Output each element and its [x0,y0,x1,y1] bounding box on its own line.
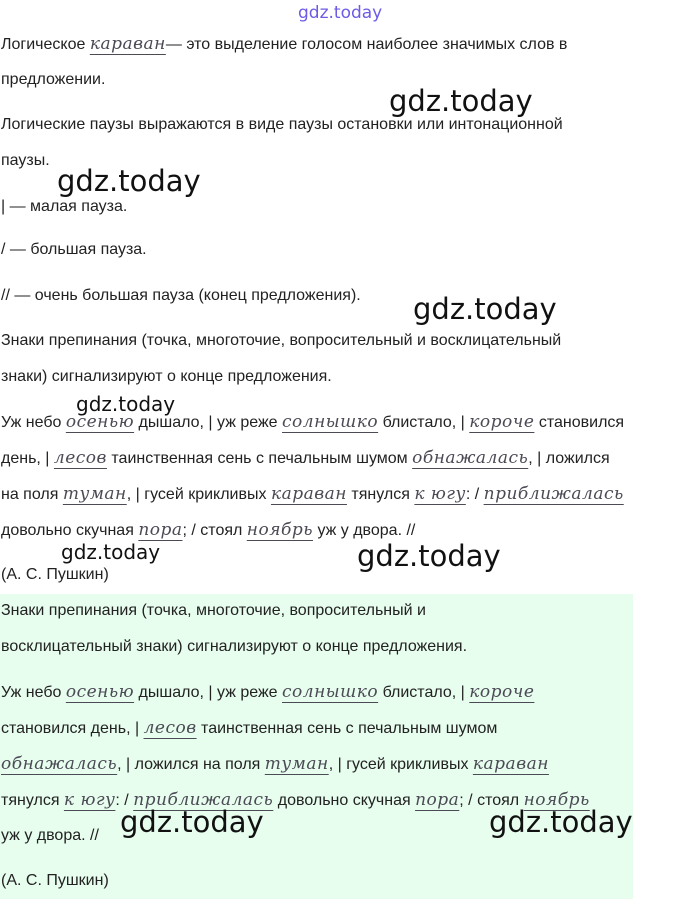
punctuation-line: Знаки препинания (точка, многоточие, вопросительный и восклицательный [1,332,562,349]
handwritten-word: туман [264,754,329,774]
very-big-pause-legend: // — очень большая пауза (конец предложения). [1,287,361,304]
small-pause-legend: | — малая пауза. [1,198,128,215]
watermark: gdz.today [389,84,533,118]
watermark: gdz.today [357,539,501,573]
watermark: gdz.today [57,164,201,198]
handwritten-word: солнышко [282,682,379,702]
text: , | ложился [528,450,610,467]
handwritten-word: караван [270,484,347,504]
text: Логическое [1,36,90,53]
poem-line [1,476,669,513]
pauses-line: Логические паузы выражаются в виде паузы остановки или интонационной [1,116,563,133]
watermark: gdz.today [413,292,557,326]
handwritten-word: пора [138,520,183,540]
handwritten-word: ноябрь [246,520,313,540]
handwritten-word: обнажалась [1,754,118,774]
handwritten-word: солнышко [282,412,379,432]
big-pause-legend: / — большая пауза. [1,241,147,258]
text: ; / стоял [182,522,247,539]
site-logo[interactable]: gdz.today [298,3,383,23]
text: на поля [1,486,63,503]
text: дышало, | уж реже [134,684,283,701]
watermark: gdz.today [76,392,176,416]
text: довольно скучная [273,792,416,809]
answer-poem-line-end: уж у двора. // [1,827,99,844]
watermark: gdz.today [120,805,264,839]
text: , | гусей крикливых [328,756,473,773]
pauses-line-2: паузы. [1,152,50,169]
handwritten-word: караван [472,754,549,774]
answer-poem-line [1,746,669,783]
text: Уж небо [1,414,66,431]
punctuation-line-2: знаки) сигнализируют о конце предложения. [1,368,332,385]
text: блистало, | [378,684,470,701]
handwritten-word: обнажалась [412,448,529,468]
watermark: gdz.today [61,540,161,564]
text: , | гусей крикливых [126,486,271,503]
handwritten-word: караван [89,34,166,54]
handwritten-word: пора [415,790,460,810]
answer-poem-line [1,674,669,711]
answer-poem-line [1,710,669,747]
text: таинственная сень с печальным шумом [196,720,498,737]
text: — это выделение голосом наиболее значимых слов в [165,36,568,53]
handwritten-word: короче [469,412,535,432]
poem-line [1,440,669,477]
text: : / [465,486,484,503]
handwritten-word: лесов [143,718,197,738]
poem-author: (А. С. Пушкин) [1,566,109,583]
text: тянулся [346,486,415,503]
logical-stress-line-2: предложении. [1,71,106,88]
handwritten-word: осенью [65,412,135,432]
poem-line [1,512,669,549]
text: таинственная сень с печальным шумом [106,450,413,467]
answer-poem-author: (А. С. Пушкин) [1,872,109,889]
text: становился день, | [1,720,144,737]
handwritten-word: приближалась [133,790,274,810]
handwritten-word: к югу [414,484,466,504]
text: блистало, | [378,414,470,431]
text: день, | [1,450,54,467]
text: ; / стоял [459,792,524,809]
handwritten-word: осенью [65,682,135,702]
answer-punctuation-line-2: восклицательный знаки) сигнализируют о конце предложения. [1,638,468,655]
text: становился [534,414,625,431]
watermark: gdz.today [489,805,633,839]
answer-poem-line [1,782,669,819]
logical-stress-line [1,26,669,63]
text: уж у двора. // [313,522,416,539]
handwritten-word: приближалась [483,484,624,504]
text: довольно скучная [1,522,139,539]
poem-line [1,404,669,441]
text: тянулся [1,792,64,809]
text: Уж небо [1,684,66,701]
text: дышало, | уж реже [134,414,283,431]
text: , | ложился на поля [117,756,265,773]
handwritten-word: лесов [53,448,107,468]
handwritten-word: к югу [63,790,116,810]
handwritten-word: туман [62,484,127,504]
text: : / [115,792,134,809]
handwritten-word: ноябрь [523,790,590,810]
handwritten-word: короче [469,682,535,702]
answer-punctuation-line: Знаки препинания (точка, многоточие, вопросительный и [1,602,426,619]
